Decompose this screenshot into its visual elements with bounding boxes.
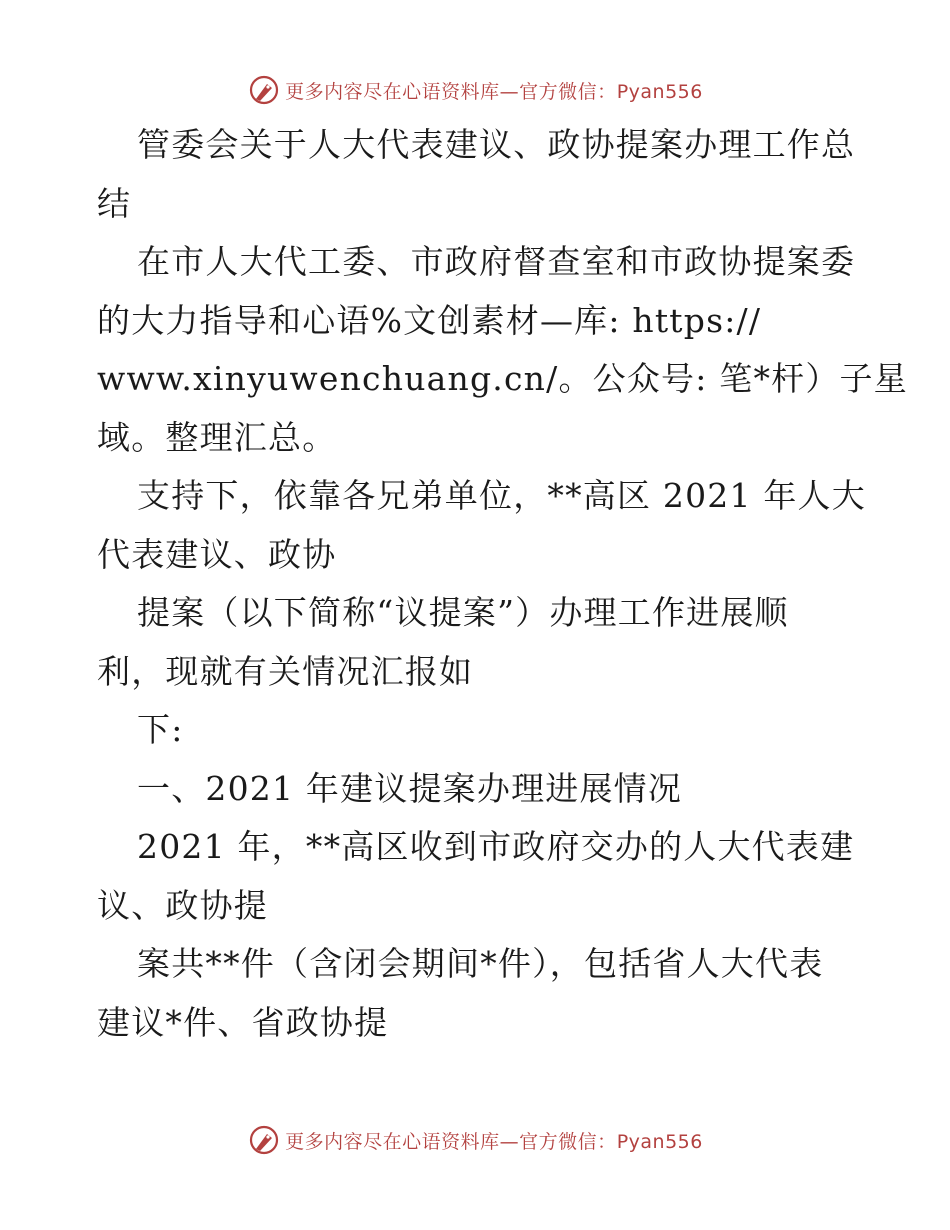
brand-text: 更多内容尽在心语资料库 bbox=[285, 1130, 500, 1153]
doc-line: 结 bbox=[97, 183, 132, 223]
doc-line: 建议*件、省政协提 bbox=[97, 1002, 389, 1042]
doc-line: 管委会关于人大代表建议、政协提案办理工作总 bbox=[137, 125, 856, 164]
doc-line: 的大力指导和心语%文创素材—库: https:// bbox=[97, 300, 762, 340]
separator-dash: — bbox=[499, 80, 520, 103]
doc-line: www.xinyuwenchuang.cn/。公众号: 笔*杆）子星 bbox=[97, 359, 908, 398]
wechat-label: 官方微信： bbox=[519, 80, 617, 103]
pen-nib-logo-icon bbox=[247, 1123, 281, 1157]
doc-line: 案共**件（含闭会期间*件），包括省人大代表 bbox=[137, 944, 824, 983]
header-watermark-banner bbox=[0, 70, 950, 110]
wechat-id: Pyan556 bbox=[616, 1130, 703, 1153]
watermark-text bbox=[285, 1127, 703, 1154]
footer-watermark-banner bbox=[0, 1120, 950, 1160]
doc-line: 提案（以下简称“议提案”）办理工作进展顺 bbox=[137, 593, 789, 632]
doc-line: 支持下，依靠各兄弟单位，**高区 2021 年人大 bbox=[137, 476, 866, 515]
doc-line: 2021 年，**高区收到市政府交办的人大代表建 bbox=[137, 827, 855, 866]
doc-line: 利，现就有关情况汇报如 bbox=[97, 651, 474, 691]
doc-line: 在市人大代工委、市政府督查室和市政协提案委 bbox=[137, 242, 856, 281]
doc-line: 域。整理汇总。 bbox=[97, 417, 337, 457]
wechat-id: Pyan556 bbox=[616, 80, 703, 103]
doc-line: 议、政协提 bbox=[97, 885, 268, 925]
document-body bbox=[97, 116, 908, 1052]
separator-dash: — bbox=[499, 1130, 520, 1153]
watermark-text bbox=[285, 77, 703, 104]
pen-nib-logo-icon bbox=[247, 73, 281, 107]
brand-text: 更多内容尽在心语资料库 bbox=[285, 80, 500, 103]
doc-line: 下: bbox=[137, 710, 184, 749]
section-heading: 一、2021 年建议提案办理进展情况 bbox=[137, 768, 683, 808]
doc-line: 代表建议、政协 bbox=[97, 534, 337, 574]
wechat-label: 官方微信： bbox=[519, 1130, 617, 1153]
